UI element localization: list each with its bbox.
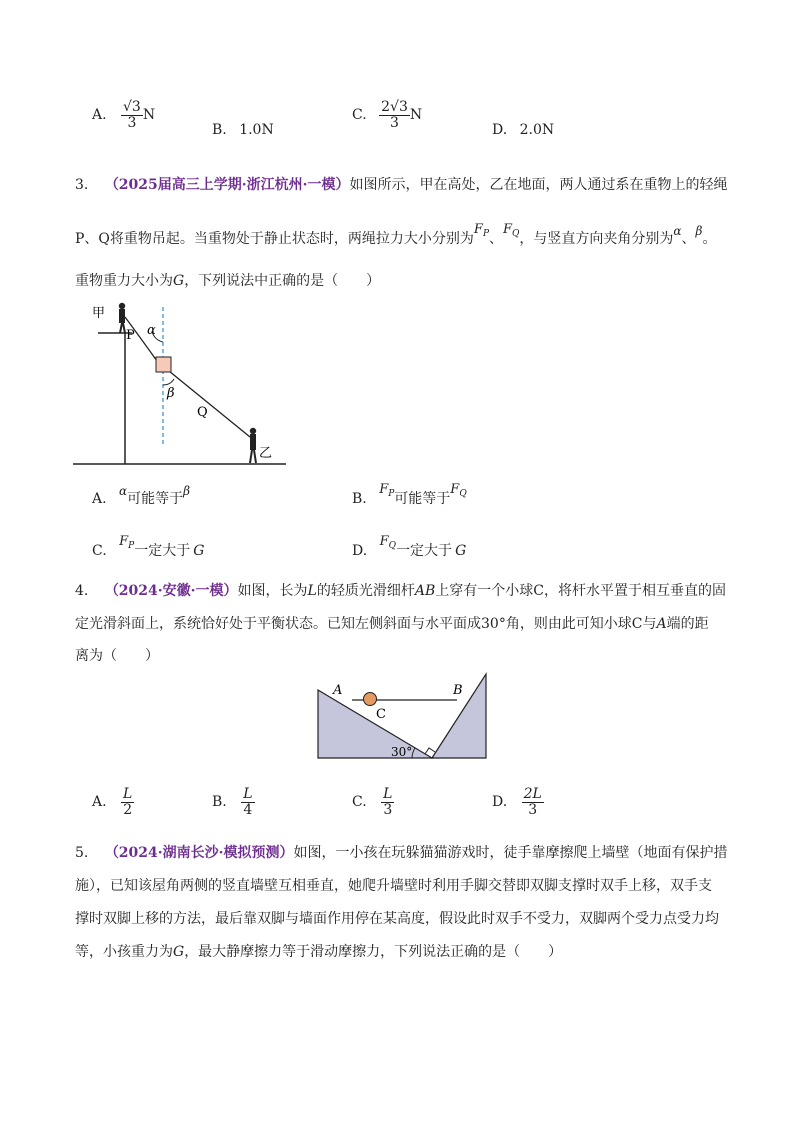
- q4-option-d-fraction: $\frac{2L}{3}$: [523, 786, 542, 818]
- q5-line1: 5. （2024·湖南长沙·模拟预测）如图，一小孩在玩躲猫猫游戏时，徒手靠摩擦爬上墙壁（地面有保护措: [75, 845, 728, 861]
- label-p: P: [126, 328, 135, 343]
- q3-figure: [70, 295, 295, 470]
- label-a: A: [333, 683, 343, 698]
- label-angle: 30°: [391, 745, 413, 759]
- q2-option-a[interactable]: A. $\frac{√3}{3}$ N: [92, 99, 156, 131]
- q3-line1: 3. （2025届高三上学期·浙江杭州·一模）如图所示，甲在高处，乙在地面，两人通过系在重物上的轻绳: [75, 177, 728, 193]
- q5-line4: 等，小孩重力为G，最大静摩擦力等于滑动摩擦力，下列说法正确的是（ ）: [75, 944, 563, 960]
- q3-line3: 重物重力大小为G，下列说法中正确的是（ ）: [75, 273, 381, 289]
- q2-option-c[interactable]: C. $\frac{2√3}{3}$ N: [352, 99, 423, 131]
- label-q: Q: [197, 405, 208, 420]
- q2-option-d[interactable]: D. 2.0N: [492, 122, 555, 138]
- q4-option-d[interactable]: D. $\frac{2L}{3}$: [492, 786, 542, 818]
- q3-option-c[interactable]: C. $F_P$一定大于 G: [92, 534, 205, 559]
- label-jia: 甲: [92, 306, 106, 321]
- question-number: 5.: [75, 845, 89, 861]
- q5-line2: 施），已知该屋角两侧的竖直墙壁互相垂直，她爬升墙壁时利用手脚交替即双脚支撑时双手上移，双手支: [75, 878, 712, 894]
- q2-option-b[interactable]: B. 1.0N: [212, 122, 274, 138]
- q4-figure: [310, 670, 495, 762]
- q4-option-b-fraction: $\frac{L}{4}$: [243, 786, 253, 818]
- q4-line1: 4. （2024·安徽·一模）如图，长为L的轻质光滑细杆AB上穿有一个小球C，将杆水平置于相互垂直的固: [75, 583, 726, 599]
- label-alpha: α: [147, 323, 156, 338]
- q4-option-a-fraction: $\frac{L}{2}$: [123, 786, 133, 818]
- q5-line3: 撑时双脚上移的方法，最后靠双脚与墙面作用停在某高度，假设此时双手不受力，双脚两个受力点受力均: [75, 911, 719, 927]
- question-source: （2025届高三上学期·浙江杭州·一模）: [104, 177, 350, 193]
- q4-option-a[interactable]: A. $\frac{L}{2}$: [92, 786, 133, 818]
- q4-option-b[interactable]: B. $\frac{L}{4}$: [212, 786, 253, 818]
- label-c: C: [376, 707, 386, 722]
- label-b: B: [453, 683, 463, 698]
- q4-line3: 离为（ ）: [75, 648, 159, 664]
- q2-option-c-fraction: $\frac{2√3}{3}$: [381, 99, 408, 131]
- label-beta: β: [167, 386, 175, 401]
- q4-option-c[interactable]: C. $\frac{L}{3}$: [352, 786, 393, 818]
- q3-line2: P、Q将重物吊起。当重物处于静止状态时，两绳拉力大小分别为$F_P$、$F_Q$，与竖直方向夹角分别为α、β。: [75, 222, 717, 247]
- q2-option-a-fraction: $\frac{√3}{3}$: [123, 99, 141, 131]
- question-source: （2024·湖南长沙·模拟预测）: [104, 845, 294, 861]
- q3-option-b[interactable]: B. $F_P$可能等于$F_Q$: [352, 482, 467, 507]
- q3-option-d[interactable]: D. $F_Q$一定大于 G: [352, 534, 467, 559]
- question-number: 4.: [75, 583, 89, 599]
- question-source: （2024·安徽·一模）: [104, 583, 238, 599]
- question-number: 3.: [75, 177, 89, 193]
- q4-line2: 定光滑斜面上，系统恰好处于平衡状态。已知左侧斜面与水平面成30°角，则由此可知小球C与A端的距: [75, 616, 709, 632]
- label-yi: 乙: [259, 446, 273, 461]
- q4-option-c-fraction: $\frac{L}{3}$: [383, 786, 393, 818]
- q3-option-a[interactable]: A. α可能等于β: [92, 484, 191, 507]
